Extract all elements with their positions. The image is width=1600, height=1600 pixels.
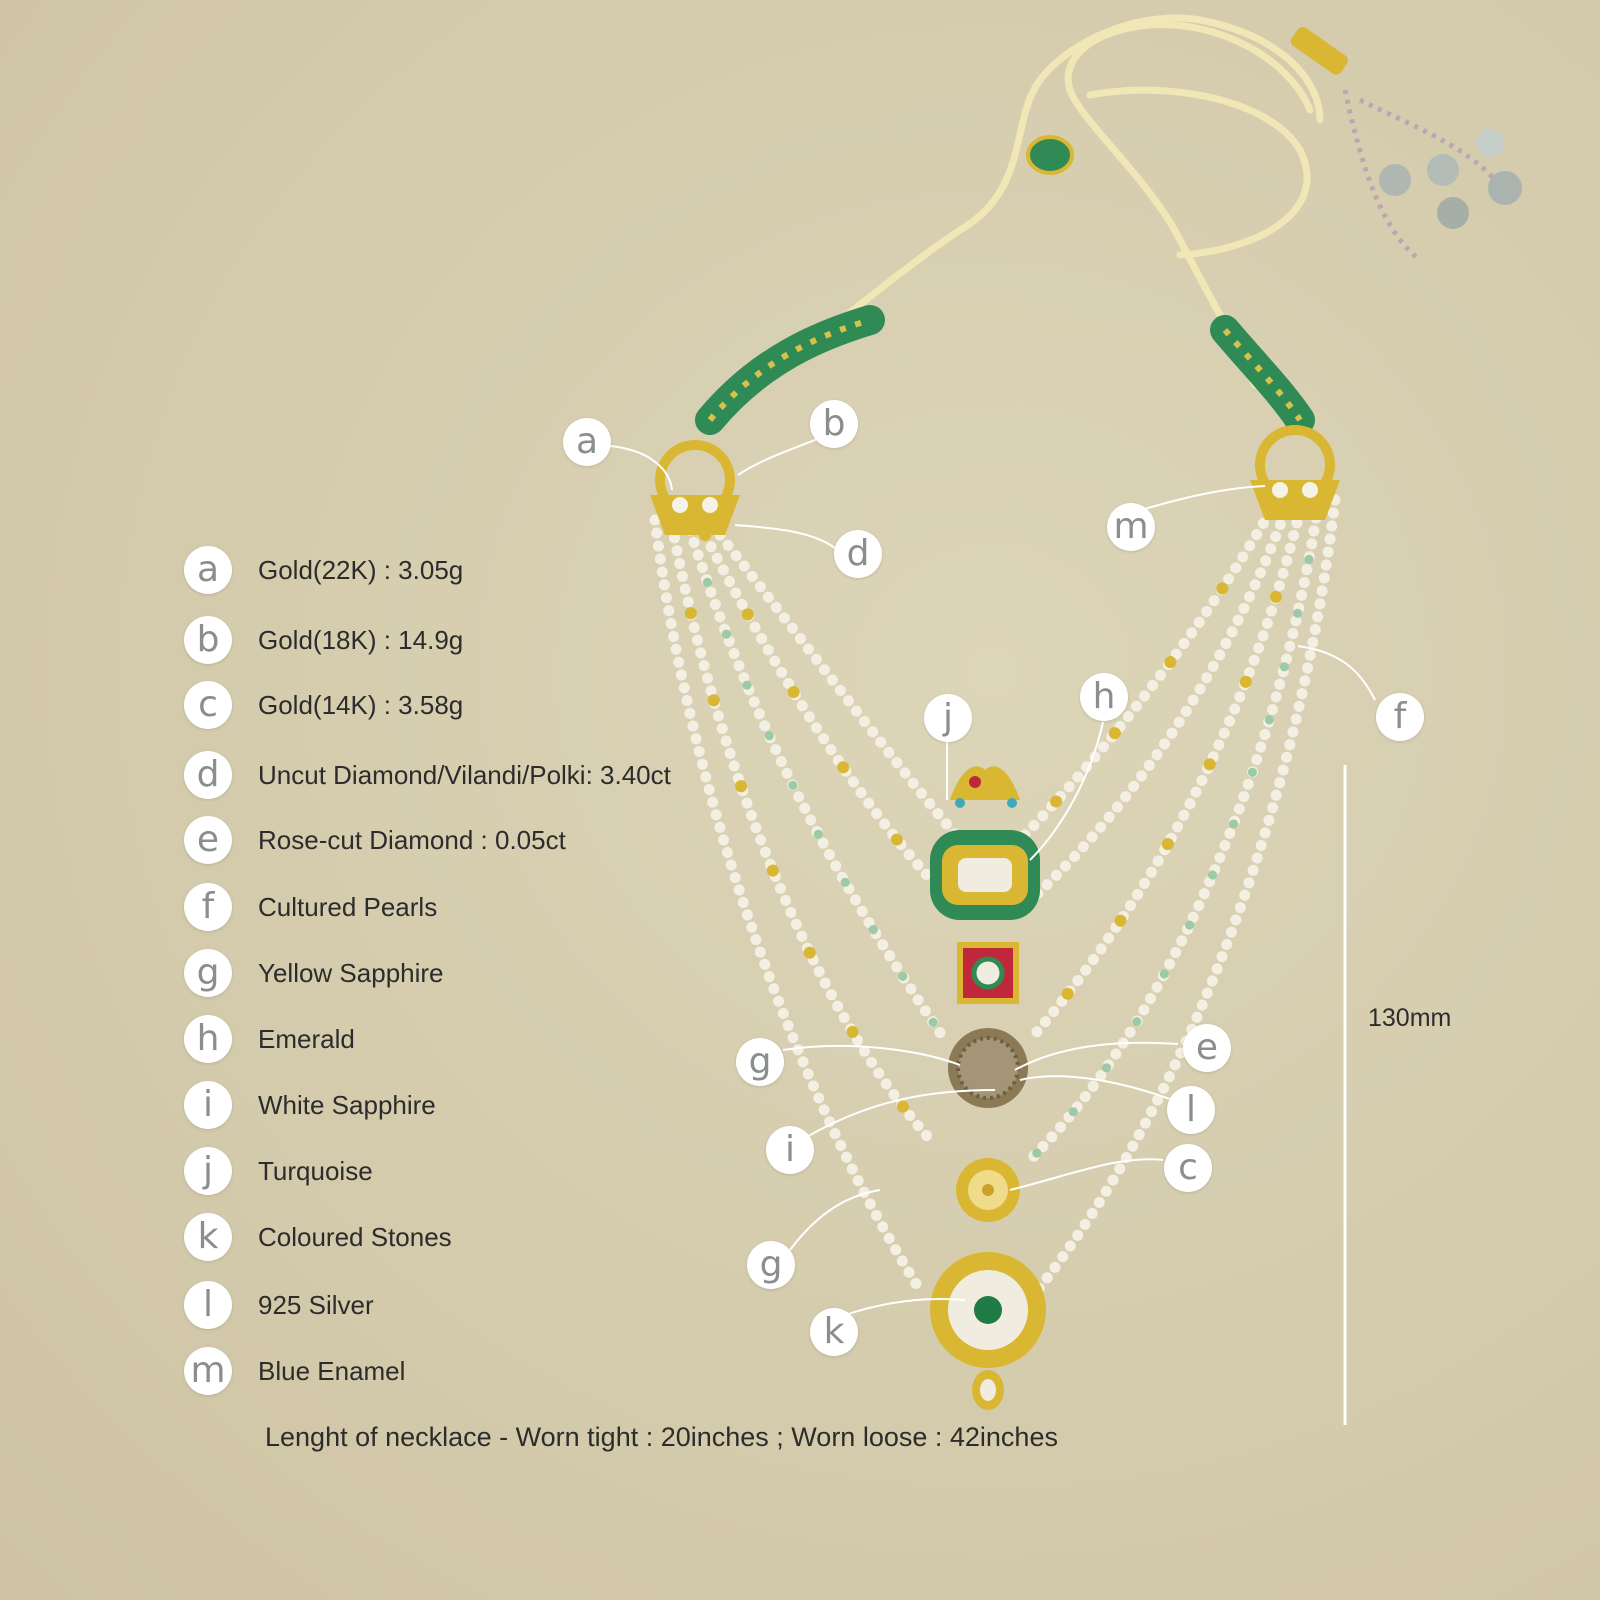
callout-c: c	[1164, 1144, 1212, 1192]
legend-letter-badge: j	[184, 1147, 232, 1195]
legend-item-g	[184, 948, 444, 998]
legend-letter-badge: l	[184, 1281, 232, 1329]
legend-item-l	[184, 1280, 374, 1330]
callout-b: b	[810, 400, 858, 448]
legend-text: Gold(18K) : 14.9g	[258, 624, 464, 655]
legend-text: Emerald	[258, 1023, 355, 1054]
legend-item-j	[184, 1146, 373, 1196]
necklace-length-caption: Lenght of necklace - Worn tight : 20inches ; Worn loose : 42inches	[265, 1422, 1058, 1452]
legend-letter-badge: i	[184, 1081, 232, 1129]
dimension-label: 130mm	[1368, 1004, 1452, 1032]
callout-f: f	[1376, 693, 1424, 741]
legend-item-b	[184, 615, 463, 665]
callout-a: a	[563, 418, 611, 466]
legend-item-k	[184, 1212, 452, 1262]
legend-item-e	[184, 815, 566, 865]
legend-letter-badge: d	[184, 751, 232, 799]
callout-k: k	[810, 1308, 858, 1356]
legend-item-a	[184, 545, 463, 595]
callout-l: l	[1167, 1086, 1215, 1134]
legend-text: Gold(14K) : 3.58g	[258, 689, 464, 720]
legend-text: Uncut Diamond/Vilandi/Polki: 3.40ct	[258, 759, 671, 790]
legend-item-d	[184, 750, 671, 800]
legend-letter-badge: e	[184, 816, 232, 864]
legend-item-i	[184, 1080, 436, 1130]
legend-item-f	[184, 882, 437, 932]
legend-text: Rose-cut Diamond : 0.05ct	[258, 824, 566, 855]
legend-text: White Sapphire	[258, 1089, 436, 1120]
callout-h: h	[1080, 673, 1128, 721]
legend-letter-badge: k	[184, 1213, 232, 1261]
legend-text: Turquoise	[258, 1155, 373, 1186]
legend-text: Gold(22K) : 3.05g	[258, 554, 464, 585]
legend-letter-badge: b	[184, 616, 232, 664]
legend-letter-badge: c	[184, 681, 232, 729]
callout-g-lower: g	[747, 1241, 795, 1289]
legend-text: Blue Enamel	[258, 1355, 406, 1386]
legend-text: Yellow Sapphire	[258, 957, 444, 988]
callout-j: j	[924, 694, 972, 742]
callout-g-upper: g	[736, 1038, 784, 1086]
legend-item-c	[184, 680, 463, 730]
legend-letter-badge: m	[184, 1347, 232, 1395]
callout-m: m	[1107, 503, 1155, 551]
legend-text: Cultured Pearls	[258, 891, 438, 922]
legend-item-h	[184, 1014, 355, 1064]
callout-i: i	[766, 1126, 814, 1174]
legend-text: Coloured Stones	[258, 1221, 452, 1252]
legend-letter-badge: f	[184, 883, 232, 931]
legend-letter-badge: h	[184, 1015, 232, 1063]
legend-letter-badge: g	[184, 949, 232, 997]
legend-item-m	[184, 1346, 405, 1396]
callout-e: e	[1183, 1024, 1231, 1072]
legend-letter-badge: a	[184, 546, 232, 594]
callout-d: d	[834, 530, 882, 578]
legend-text: 925 Silver	[258, 1289, 374, 1320]
